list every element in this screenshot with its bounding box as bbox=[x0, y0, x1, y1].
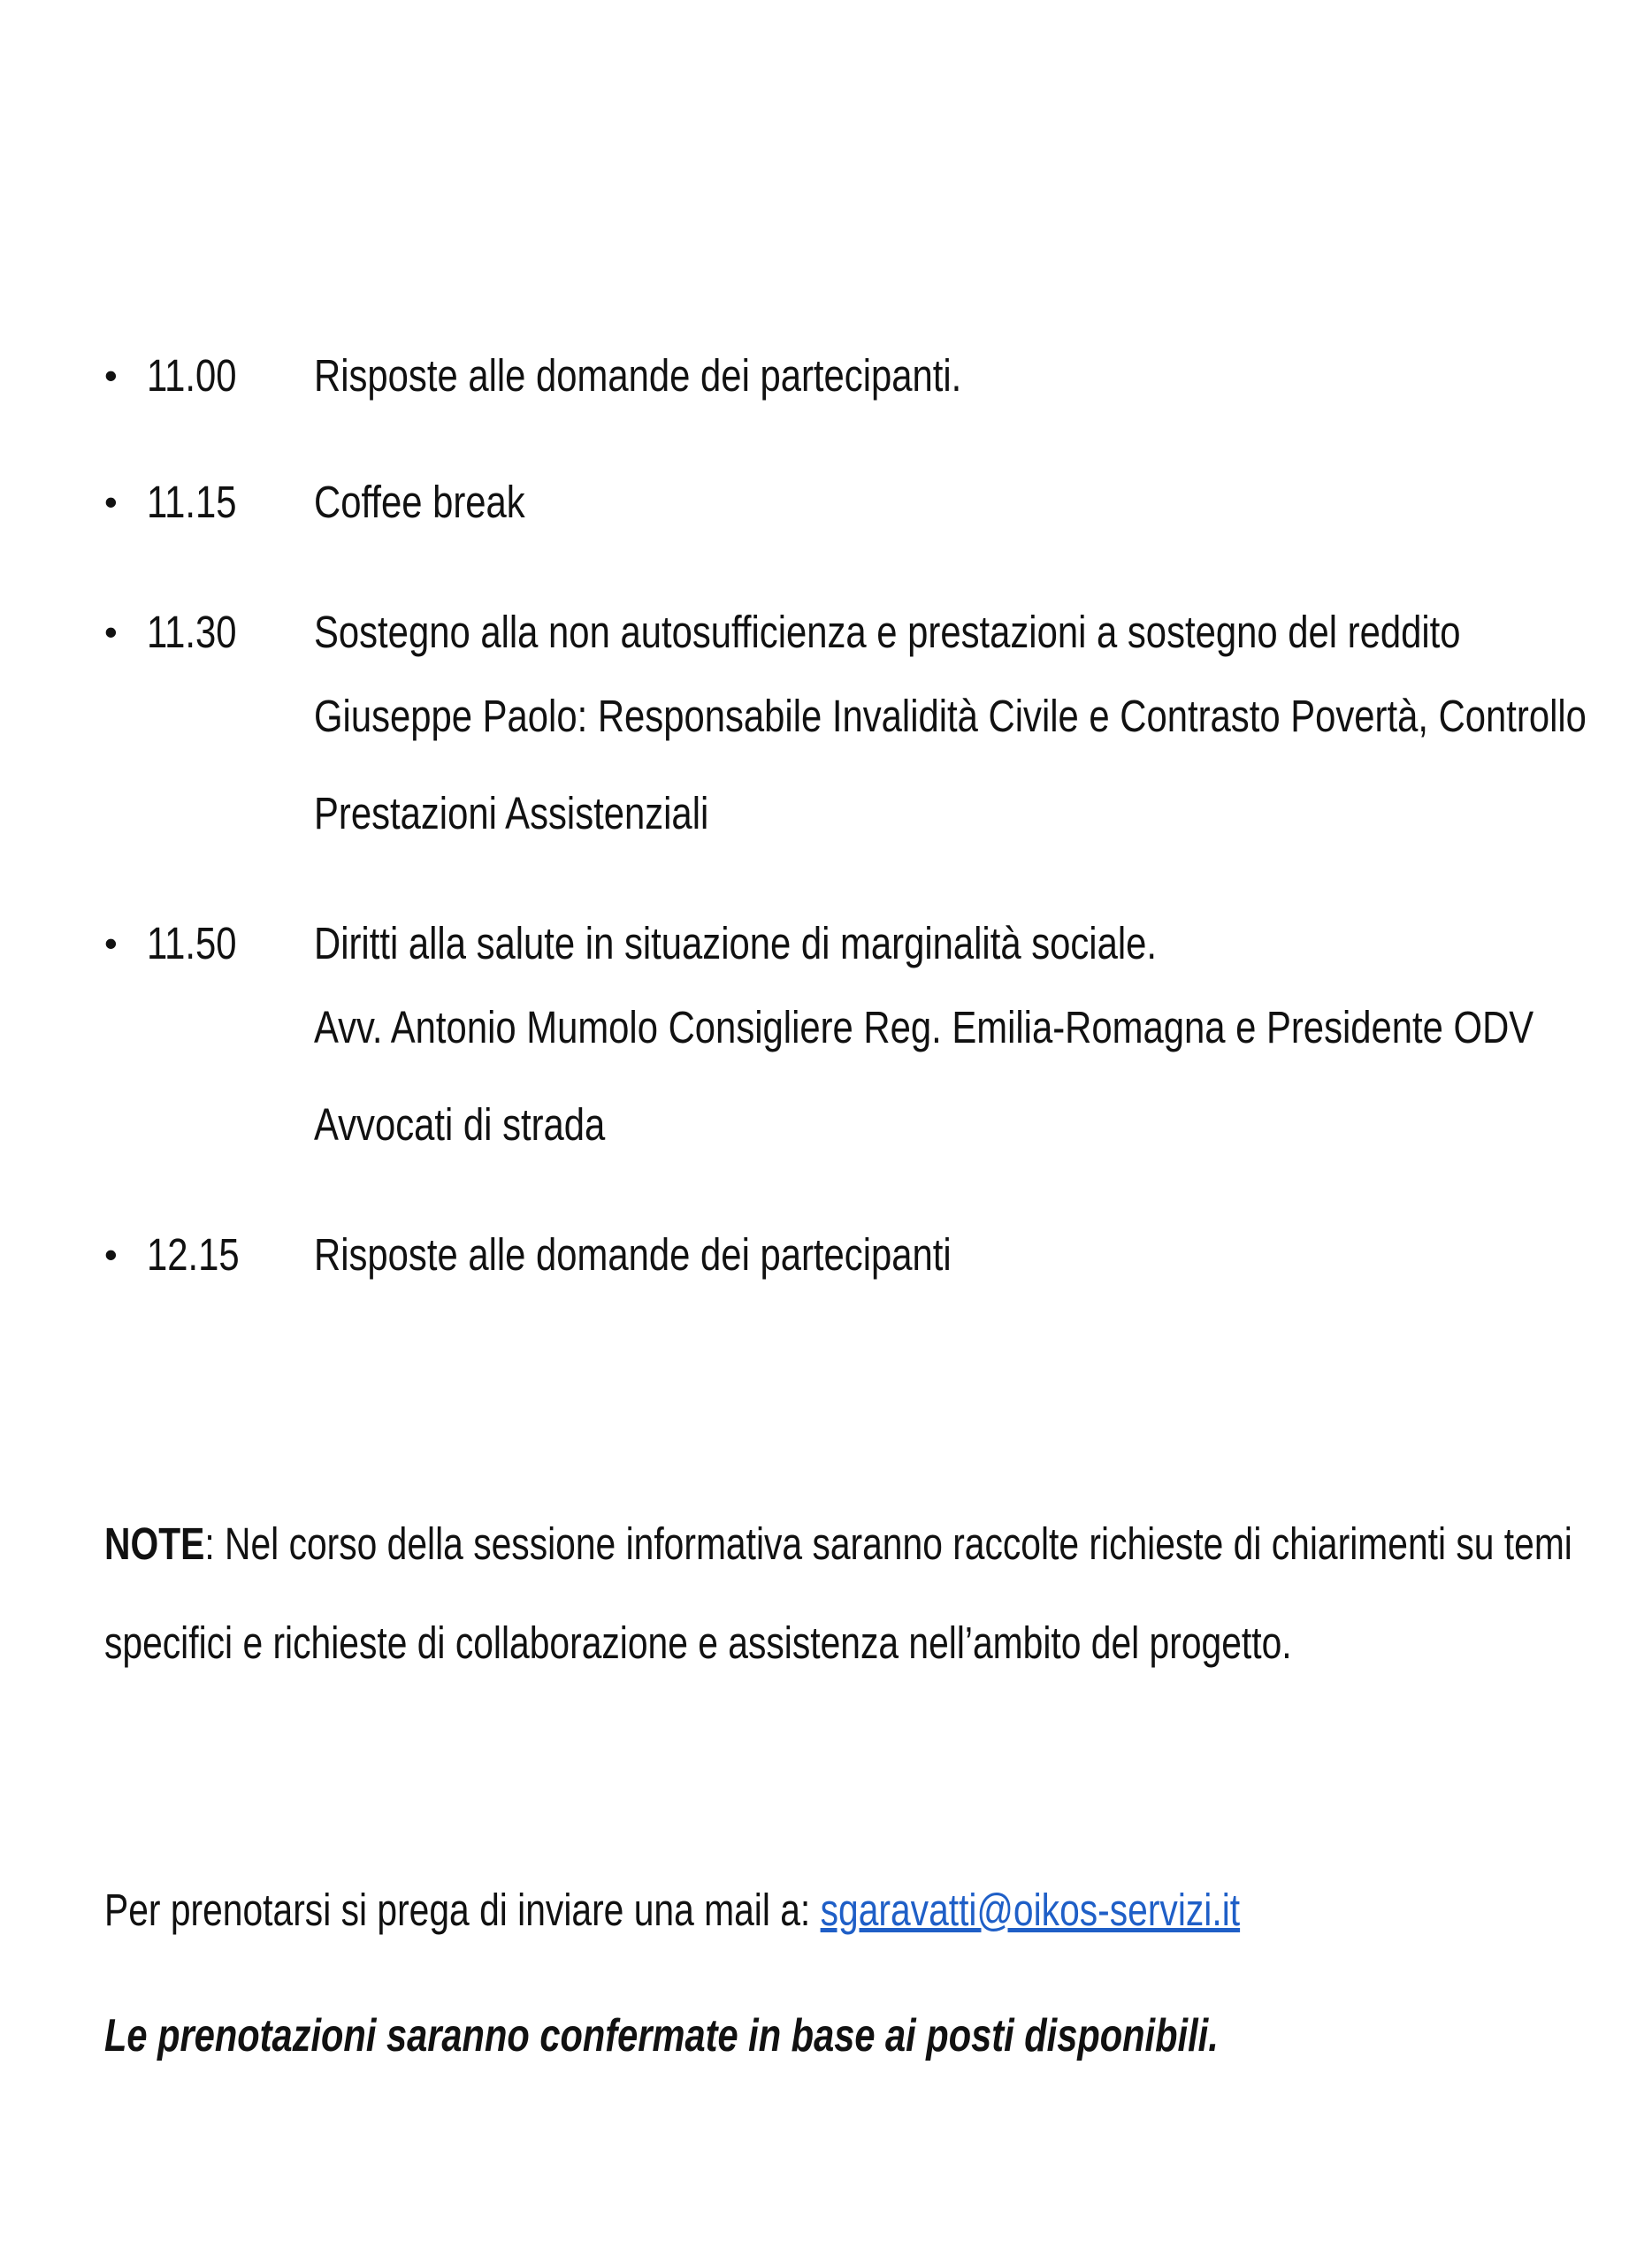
agenda-line: Risposte alle domande dei partecipanti. bbox=[314, 350, 962, 401]
agenda-line: Giuseppe Paolo: Responsabile Invalidità Civile e Contrasto Povertà, Controllo bbox=[314, 691, 1587, 741]
note-line bbox=[104, 1495, 1572, 1594]
agenda-content bbox=[314, 908, 1652, 1174]
agenda-time: 11.00 bbox=[147, 350, 237, 401]
note-text: specifici e richieste di collaborazione e assistenza nell’ambito del progetto. bbox=[104, 1618, 1292, 1668]
bullet-icon: • bbox=[104, 1234, 118, 1275]
booking-paragraph bbox=[104, 1875, 1528, 1946]
agenda-item bbox=[104, 340, 1528, 411]
agenda-list bbox=[104, 340, 1587, 1329]
note-line bbox=[104, 1594, 1528, 1693]
agenda-time: 11.15 bbox=[147, 477, 237, 527]
agenda-line: Avvocati di strada bbox=[314, 1099, 606, 1150]
bullet-icon: • bbox=[104, 355, 118, 396]
booking-text: Per prenotarsi si prega di inviare una mail a: bbox=[104, 1885, 821, 1935]
agenda-line: Prestazioni Assistenziali bbox=[314, 788, 709, 838]
note-text: : Nel corso della sessione informativa saranno raccolte richieste di chiarimenti su temi bbox=[204, 1518, 1572, 1569]
agenda-content bbox=[314, 467, 1528, 538]
agenda-line: Sostegno alla non autosufficienza e prestazioni a sostegno del reddito bbox=[314, 607, 1461, 657]
note-label: NOTE bbox=[104, 1518, 205, 1569]
bullet-icon: • bbox=[104, 922, 118, 964]
bullet-icon: • bbox=[104, 611, 118, 653]
agenda-item bbox=[104, 908, 1534, 1174]
agenda-item bbox=[104, 597, 1587, 862]
agenda-item bbox=[104, 467, 1528, 538]
email-link[interactable]: sgaravatti@oikos-servizi.it bbox=[820, 1885, 1241, 1935]
note-paragraph bbox=[104, 1495, 1572, 1693]
confirmation-note: Le prenotazioni saranno confermate in base ai posti disponibili. bbox=[104, 2010, 1219, 2061]
agenda-item bbox=[104, 1220, 1528, 1290]
agenda-line: Avv. Antonio Mumolo Consigliere Reg. Emilia-Romagna e Presidente ODV bbox=[314, 1002, 1534, 1052]
agenda-time: 11.50 bbox=[147, 918, 237, 968]
agenda-content bbox=[314, 597, 1652, 862]
agenda-content bbox=[314, 1220, 1528, 1290]
agenda-line: Coffee break bbox=[314, 477, 525, 527]
agenda-content bbox=[314, 340, 1528, 411]
bullet-icon: • bbox=[104, 481, 118, 523]
agenda-time: 11.30 bbox=[147, 607, 237, 657]
agenda-line: Risposte alle domande dei partecipanti bbox=[314, 1229, 952, 1280]
agenda-time: 12.15 bbox=[147, 1229, 240, 1280]
agenda-line: Diritti alla salute in situazione di marginalità sociale. bbox=[314, 918, 1158, 968]
